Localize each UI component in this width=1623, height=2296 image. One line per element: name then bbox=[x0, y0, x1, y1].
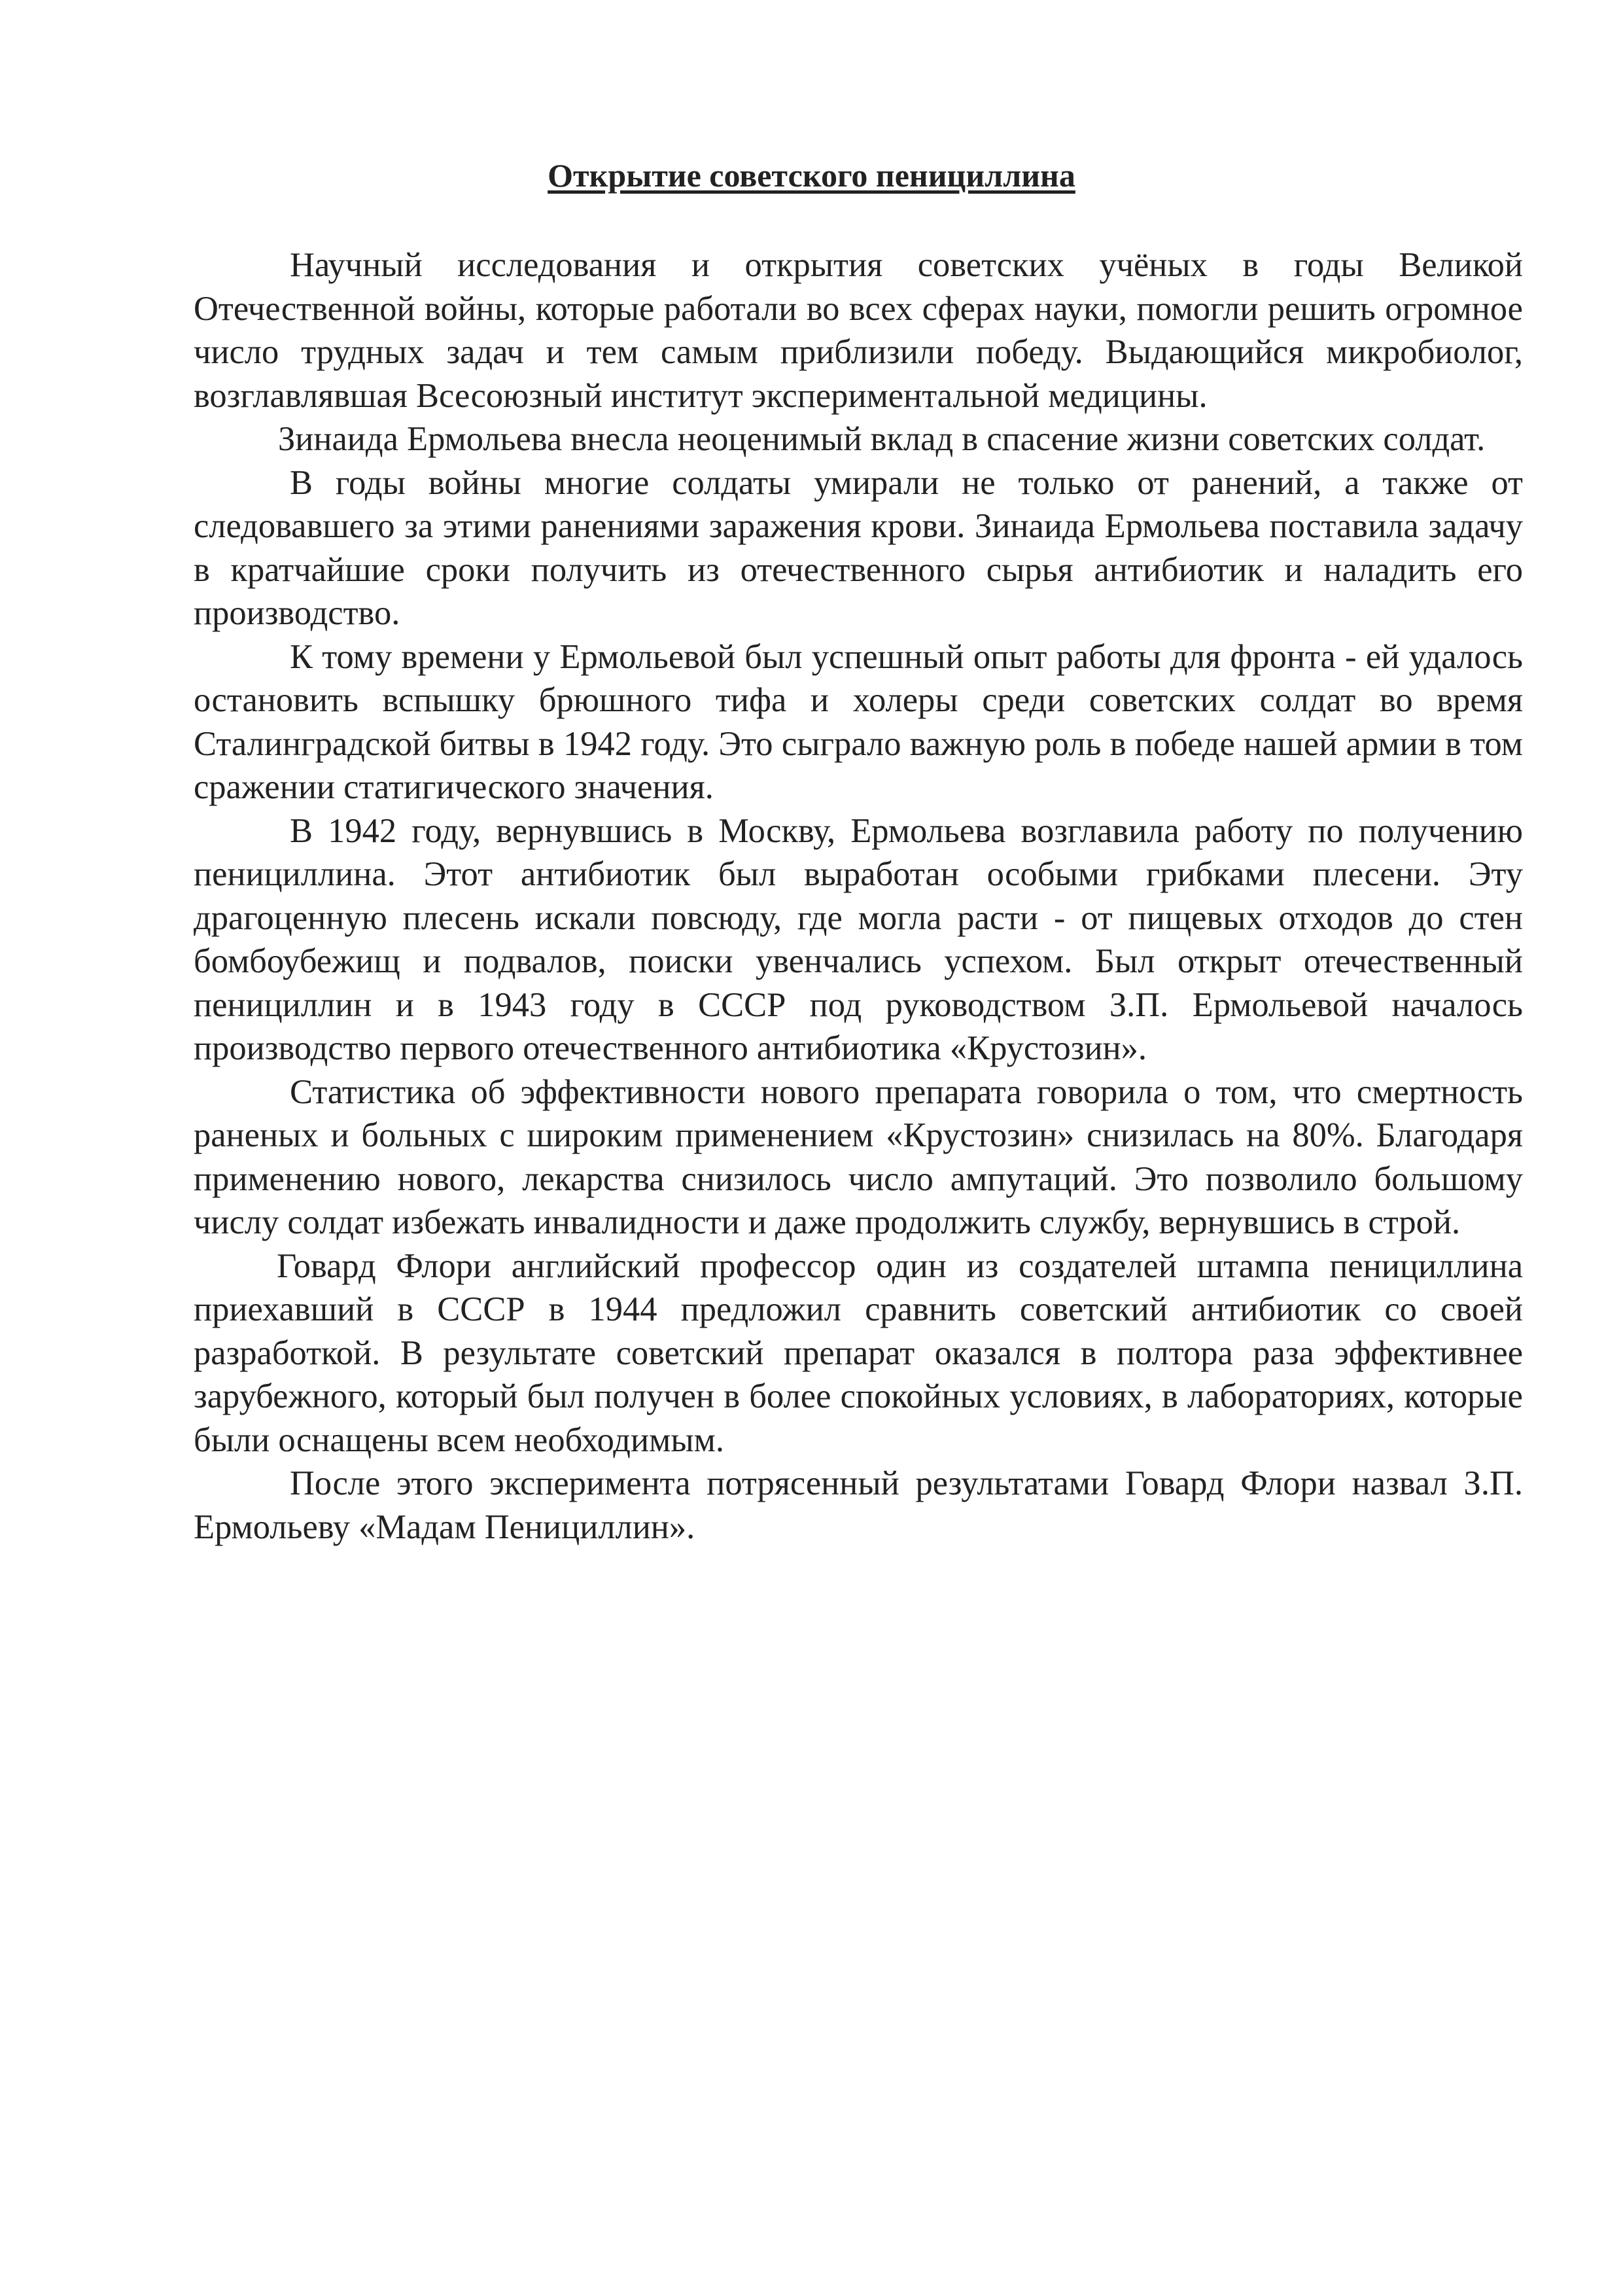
paragraph-4: К тому времени у Ермольевой был успешный опыт работы для фронта - ей удалось остановить вспышку брюшного тифа и холеры среди советских солдат во время Сталинградской битвы в 1942 году. Это сыграло важную роль в победе нашей армии в том сражении статигического значения. bbox=[194, 637, 1523, 806]
paragraph-7: Говард Флори английский профессор один из создателей штампа пенициллина приехавший в СССР в 1944 предложил сравнить советский антибиотик со своей разработкой. В результате советский препарат оказался в полтора раза эффективнее зарубежного, который был получен в более спокойных условиях, в лабораториях, которые были оснащены всем необходимым. bbox=[194, 1246, 1523, 1459]
document-title: Открытие советского пенициллина bbox=[548, 157, 1075, 194]
document-body bbox=[194, 243, 1523, 1549]
paragraph-6: Статистика об эффективности нового препарата говорила о том, что смертность раненых и больных с широким применением «Крустозин» снизилась на 80%. Благодаря применению нового, лекарства снизилось число ампутаций. Это позволило большому числу солдат избежать инвалидности и даже продолжить службу, вернувшись в строй. bbox=[194, 1072, 1523, 1241]
paragraph-1: Научный исследования и открытия советских учёных в годы Великой Отечественной войны, которые работали во всех сферах науки, помогли решить огромное число трудных задач и тем самым приблизили победу. Выдающийся микробиолог, возглавлявшая Всесоюзный институт экспериментальной медицины. bbox=[194, 246, 1523, 415]
paragraph-3: В годы войны многие солдаты умирали не только от ранений, а также от следовавшего за этими ранениями заражения крови. Зинаида Ермольева поставила задачу в кратчайшие сроки получить из отечественного сырья антибиотик и наладить его производство. bbox=[194, 463, 1523, 632]
paragraph-5: В 1942 году, вернувшись в Москву, Ермольева возглавила работу по получению пенициллина. Этот антибиотик был выработан особыми грибками плесени. Эту драгоценную плесень искали повсюду, где могла расти - от пищевых отходов до стен бомбоубежищ и подвалов, поиски увенчались успехом. Был открыт отечественный пенициллин и в 1943 году в СССР под руководством З.П. Ермольевой началось производство первого отечественного антибиотика «Крустозин». bbox=[194, 811, 1523, 1067]
paragraph-8: После этого эксперимента потрясенный результатами Говард Флори назвал З.П. Ермольеву «Мадам Пенициллин». bbox=[194, 1464, 1523, 1546]
paragraph-2: Зинаида Ермольева внесла неоценимый вклад в спасение жизни советских солдат. bbox=[278, 420, 1486, 458]
